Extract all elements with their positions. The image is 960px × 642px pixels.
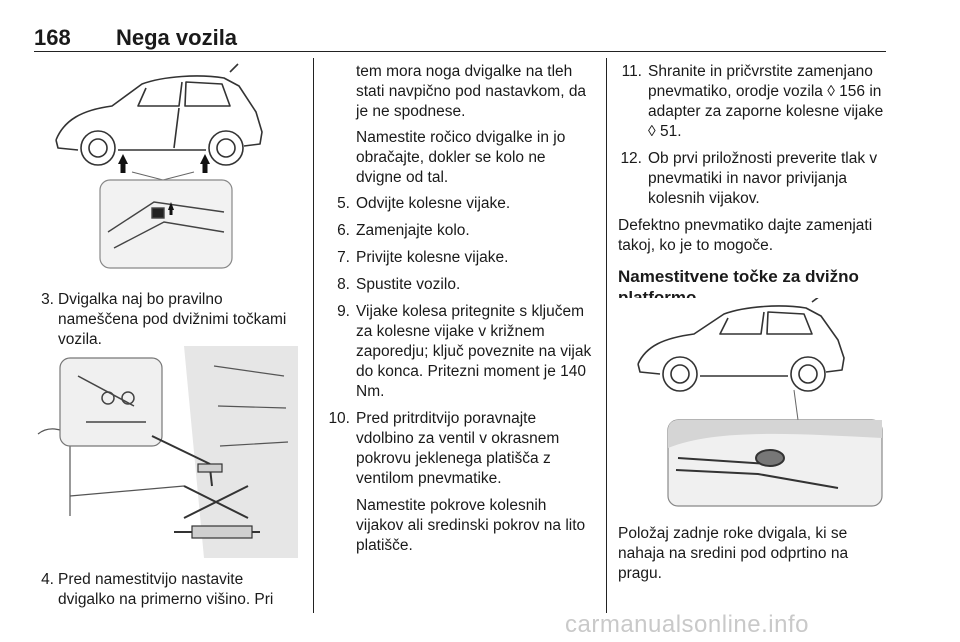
item-text: Pred pritrditvijo poravnajte vdolbino za ventil v okrasnem pokrovu jeklenega platišča z ventilom pnevmatike. — [356, 410, 560, 487]
paragraph: Namestite ročico dvigalke in jo obračajte, dokler se kolo ne dvigne od tal. — [356, 129, 566, 186]
column-2 — [326, 62, 594, 562]
figure-caption-block — [618, 524, 886, 590]
list-item — [34, 290, 300, 350]
list-item — [326, 248, 594, 268]
page-header — [34, 27, 886, 52]
item-text: in adapter za zaporne kolesne vijake — [648, 83, 884, 120]
column-3 — [618, 62, 886, 316]
item-text: . — [677, 123, 682, 140]
item-text: Vijake kolesa pritegnite s ključem za kolesne vijake v križnem zaporedju; ključ poveznite na vijak do konca. Pritezni moment je 140 Nm. — [356, 303, 592, 400]
list-item — [326, 302, 594, 402]
list-item — [326, 221, 594, 241]
car-lifting-points-figure — [34, 62, 298, 277]
item-text: Shranite in pričvrstite zamenjano pnevmatiko, orodje vozila — [648, 63, 873, 100]
item-number: 12. — [620, 150, 642, 167]
column-1-bottom — [34, 570, 300, 617]
item-text: Dvigalka naj bo pravilno nameščena pod dvižnimi točkami vozila. — [58, 291, 287, 348]
item-number: 11. — [621, 63, 642, 80]
item-text: Pred namestitvijo nastavite dvigalko na primerno višino. Pri — [58, 571, 274, 608]
list-item — [618, 62, 886, 142]
item-number: 10. — [328, 410, 350, 427]
watermark: carmanualsonline.info — [565, 611, 809, 638]
item-number: 9. — [337, 303, 350, 320]
lift-platform-point-figure — [618, 298, 886, 510]
item-number: 8. — [337, 276, 350, 293]
list-item — [326, 409, 594, 489]
item-text: Zamenjajte kolo. — [356, 222, 470, 239]
paragraph: tem mora noga dvigalke na tleh stati navpično pod nastavkom, da je ne spodnese. — [356, 63, 587, 120]
list-item — [618, 149, 886, 209]
page-number: 168 — [34, 25, 71, 50]
column-divider-2 — [606, 58, 607, 613]
item-number: 6. — [337, 222, 350, 239]
item-text: Privijte kolesne vijake. — [356, 249, 509, 266]
item-text: Odvijte kolesne vijake. — [356, 195, 511, 212]
chapter-title: Nega vozila — [116, 25, 238, 50]
page-reference-link[interactable]: ◊ 156 — [827, 83, 866, 100]
paragraph: Namestite pokrove kolesnih vijakov ali sredinski pokrov na lito platišče. — [356, 497, 586, 554]
item-number: 4. — [41, 571, 54, 588]
list-item — [34, 570, 300, 610]
item-text: Ob prvi priložnosti preverite tlak v pnevmatiki in navor privijanja kolesnih vijakov. — [648, 150, 878, 207]
jack-placement-figure — [34, 346, 298, 558]
item-text: Spustite vozilo. — [356, 276, 461, 293]
paragraph: Defektno pnevmatiko dajte zamenjati takoj, ko je to mogoče. — [618, 217, 873, 254]
list-item — [326, 194, 594, 214]
item-number: 7. — [337, 249, 350, 266]
list-item — [326, 275, 594, 295]
section-subheading: Namestitvene točke za dvižno platformo — [618, 267, 859, 307]
column-1 — [34, 290, 300, 357]
figure-caption: Položaj zadnje roke dvigala, ki se nahaja na sredini pod odprtino na pragu. — [618, 525, 849, 582]
column-divider-1 — [313, 58, 314, 613]
page-reference-link[interactable]: ◊ 51 — [648, 123, 678, 140]
item-number: 3. — [41, 291, 54, 308]
item-number: 5. — [337, 195, 350, 212]
